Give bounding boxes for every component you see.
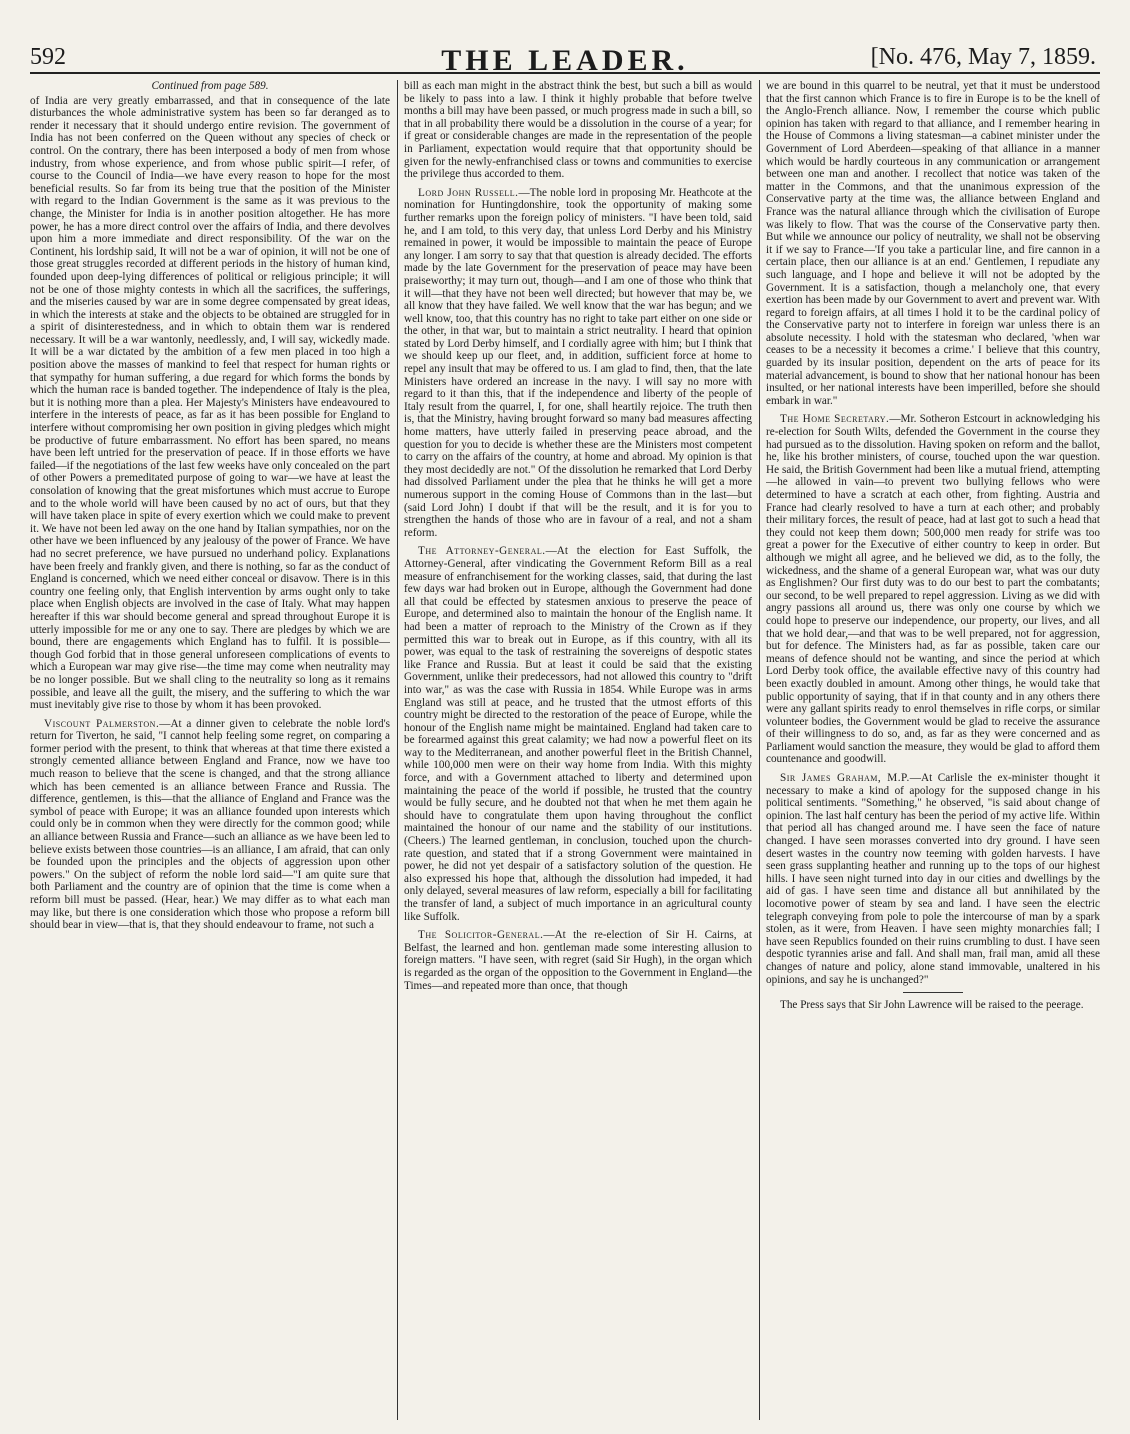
column-2 [404, 80, 752, 1420]
article-paragraph: we are bound in this quarrel to be neutral, yet that it must be understood that the first cannon which France is to fire in Europe is to be the knell of the Anglo-French alliance. Now, I remember the course which public opinion has taken with regard to that alliance, and I remember hearing in the House of Commons a living statesman—a cabinet minister under the Government of Lord Aberdeen—speaking of that alliance in a manner which would be hardly courteous in any communication or arrangement between one man and another. I recollect that notice was taken of the matter in the Commons, and that the unanimous expression of the Conservative party at the time was, the alliance between England and France was the natural alliance through which the civilisation of Europe was likely to flow. That was the course of the Conservative party then. But while we announce our policy of neutrality, we shall not be observing it if we say to France—'If you take a particular line, and fire cannon in a certain place, then our alliance is at an end.' Gentlemen, I repudiate any such language, and I hope and believe it will not be adopted by the Government. It is a satisfaction, though a melancholy one, that every exertion has been made by our Government to avert and prevent war. With regard to foreign affairs, at all times I hold it to be the cardinal policy of the Conservative party not to interfere in foreign war unless there is an absolute necessity. I hold with the statesman who declared, 'when war ceases to be a necessity it becomes a crime.' I believe that this country, guarded by its insular position, dependent on the arts of peace for its material advancement, is bound to show that her national honour has been insulted, or her national interests have been imperilled, before she should embark in war." [766, 80, 1100, 407]
newspaper-title: THE LEADER. [441, 44, 689, 77]
section-divider [903, 992, 963, 993]
article-paragraph [404, 545, 752, 923]
paragraph-text: —Mr. Sotheron Estcourt in acknowledging his re-election for South Wilts, defended the Government in the course they had pursued as to the dissolution. Having spoken on reform and the ballot, he, like his brother ministers, of course, touched upon the war question. He said, the British Government had been like a mutual friend, attempting—he allowed in vain—to prevent two bullying fellows who were determined to have a scratch at each other, from fighting. Austria and France had clearly resolved to have a turn at each other; and probably their military forces, the result of peace, had at last got to such a head that they could not keep them down; 500,000 men ready for strife was too great a power for the Executive of either country to keep in order. But although we might all agree, and he believed we did, as to the folly, the wickedness, and the shame of a general European war, what was our duty as Englishmen? Our first duty was to do our best to part the combatants; our second, to be well prepared to repel aggression. Living as we did with angry passions all around us, there was only one course by which we could hope to preserve our independence, our property, our lives, and all that we hold dear,—and that was to be well prepared, not for aggression, but for defence. The Ministers had, as far as possible, taken care our means of defence should not be wanting, and since the period at which Lord Derby took office, the available effective navy of this country had been exactly doubled in amount. Among other things, he would take that public opportunity of saying, that if in that county and in any others there were any gallant spirits ready to enrol themselves in rifle corps, or similar volunteer bodies, the Government would be glad to receive the assurance of their willingness to do so, and, as far as they were concerned and as Parliament would sanction the measure, they would be glad to afford them countenance and goodwill. [766, 413, 1100, 766]
continued-note: Continued from page 589. [151, 80, 269, 92]
paragraph-text: —At the re-election of Sir H. Cairns, at Belfast, the learned and hon. gentleman made some interesting allusion to foreign matters. "I have seen, with regret (said Sir Hugh), in the organ which is regarded as the organ of the opposition to the Government in England—the Times—and repeated more than once, that though [404, 929, 752, 992]
paragraph-heading: The Home Secretary. [780, 413, 890, 426]
column-3 [766, 80, 1100, 1420]
paragraph-text: —At the election for East Suffolk, the Attorney-General, after vindicating the Government Reform Bill as a real measure of enfranchisement for the working classes, said, that during the last few days war had broken out in Europe, although the Government had done all that could be effected by statesmen anxious to preserve the peace of Europe, and determined also to maintain the honour of the English name. It had been a matter of reproach to the Ministry of the Crown as if they permitted this war to break out in Europe, as if this country, with all its power, was equal to the task of restraining the sovereigns of despotic states like France and Russia. But at least it could be said that the existing Government, unlike their predecessors, had not allowed this country to "drift into war," as was the case with Russia in 1854. While Europe was in arms England was still at peace, and he trusted that the utmost efforts of this country might be directed to the restoration of the peace of Europe, while the honour of the English name might be maintained. England had taken care to be forearmed against this great calamity; we had now a powerful fleet on its way to the Mediterranean, and another powerful fleet in the British Channel, while 100,000 men were on their way home from India. With this mighty force, and with a Government attached to liberty and determined upon maintaining the peace of the world if possible, he trusted that the country would be fully secure, and he doubted not that when he met them again he should have to congratulate them upon having throughout the conflict maintained the honour of our name and the stability of our institutions. (Cheers.) The learned gentleman, in conclusion, touched upon the church-rate question, and stated that if a strong Government were maintained in power, he did not yet despair of a satisfactory solution of the question. He also expressed his hope that, although the dissolution had impeded, it had only delayed, several measures of law reform, especially a bill for facilitating the transfer of land, a subject of much importance in an agricultural county like Suffolk. [404, 545, 752, 923]
masthead [30, 44, 1100, 84]
article-paragraph [404, 929, 752, 992]
column-divider [759, 80, 760, 1420]
header-rule [30, 72, 1100, 74]
article-paragraph [404, 187, 752, 540]
paragraph-text: —At Carlisle the ex-minister thought it necessary to make a kind of apology for the supposed change in his political sentiments. "Something," he observed, "is said about change of opinion. The last half century has been the period of my active life. Within that period all has changed around me. I have seen the face of nature changed. I have seen morasses converted into dry ground. I have seen desert wastes in the country now teeming with golden harvests. I have seen grass supplanting heather and running up to the tops of our highest hills. I have seen night turned into day in our cities and dwellings by the aid of gas. I have seen time and distance all but annihilated by the locomotive power of steam by sea and land. I have seen the electric telegraph conveying from pole to pole the intercourse of man by a spark stolen, as it were, from Heaven. I have seen mighty monarchies fall; I have seen Republics founded on their ruins crumbling to dust. I have seen despotic tyrannies arise and fall. And shall man, frail man, amid all these changes of nature and policy, alone stand immovable, unaltered in his opinions, and say he is unchanged?" [766, 772, 1100, 986]
paragraph-heading: The Solicitor-General. [418, 929, 544, 942]
issue-info: [No. 476, May 7, 1859. [870, 44, 1096, 70]
article-paragraph: The Press says that Sir John Lawrence will be raised to the peerage. [780, 999, 1084, 1012]
paragraph-text: —At a dinner given to celebrate the noble lord's return for Tiverton, he said, "I cannot help feeling some regret, on comparing a former period with the present, to think that whereas at that time there existed a strongly cemented alliance between England and France, now we have too much reason to believe that the scene is changed, and that the strong alliance which has been cemented is an alliance between France and Russia. The difference, gentlemen, is this—that the alliance of England and France was the symbol of peace with Europe; it was an alliance founded upon interests which could only be in common when they were directly for the common good; while an alliance between Russia and France—such an alliance as we have been led to believe exists between those countries—is an alliance, I am afraid, that can only be founded upon the principles and the objects of aggression upon other powers." On the subject of reform the noble lord said—"I am quite sure that both Parliament and the country are of opinion that the time is come when a reform bill must be passed. (Hear, hear.) We may differ as to what each man may like, but there is one consideration which those who propose a reform bill should bear in view—that is, that they should endeavour to frame, not such a [30, 717, 390, 932]
column-divider [397, 80, 398, 1420]
paragraph-heading: Sir James Graham, M.P. [780, 772, 910, 785]
article-paragraph [30, 718, 390, 932]
page-number: 592 [30, 44, 66, 70]
paragraph-text: —The noble lord in proposing Mr. Heathcote at the nomination for Huntingdonshire, took the opportunity of making some further remarks upon the foreign policy of ministers. "I have been told, said he, and I am told, to this very day, that unless Lord Derby and his Ministry remained in power, it would be impossible to maintain the peace of Europe any longer. I am sorry to say that that question is already decided. The efforts made by the late Government for the preservation of peace may have been praiseworthy; it may turn out, though—and I am one of those who think that it will—that they have not been well directed; but however that may be, we all know that they have failed. We well know that the war has begun; and we well know, too, that this country has no right to take part either on one side or the other, in that war, but to maintain a strict neutrality. I heard that opinion stated by Lord Derby himself, and I cordially agree with him; but I think that we should keep up our fleet, and, in addition, sufficient force at home to repel any insult that may be offered to us. I am glad to find, then, that the late Ministers have ordered an increase in the navy. I will say no more with regard to it than this, that if the independence and liberty of the people of Italy result from the quarrel, I, for one, shall heartily rejoice. The truth then is, that the Ministry, having brought forward so many bad measures affecting home matters, have utterly failed in preserving peace abroad, and the question for you to decide is whether these are the Ministers most competent to carry on the affairs of the country, at home and abroad. My opinion is that they most decidedly are not." Of the dissolution he remarked that Lord Derby had dissolved Parliament under the plea that he thinks he will get a more numerous support in the coming House of Commons than in the last—but (said Lord John) I doubt if that will be the result, and it is for you to strengthen the hands of those who are in favour of a real, and not a sham reform. [404, 186, 752, 539]
article-paragraph [766, 772, 1100, 986]
paragraph-heading: Viscount Palmerston. [44, 717, 160, 730]
article-paragraph: of India are very greatly embarrassed, and that in consequence of the late disturbances the whole administrative system has been so far deranged as to render it necessary that it should undergo entire revision. The government of India has not been conferred on the Queen without any species of check or control. On the contrary, there has been interposed a body of men from whose industry, from whose experience, and from whose public spirit—I refer, of course to the Council of India—we have every reason to hope for the most beneficial results. So far from its being true that the position of the Minister with regard to the Indian Government is the same as it was previous to the change, the Minister for India is in another position altogether. He has more power, he has a more direct control over the affairs of India, and there devolves upon him a more immediate and direct responsibility. Of the war on the Continent, his lordship said, It will not be a war of opinion, it will not be one of those great struggles recorded at different periods in the history of human kind, founded upon deep-lying differences of political or religious principle; it will not be one of those mighty contests in which all the sacrifices, the sufferings, and the miseries caused by war are in some degree compensated by great ideas, in which the interests at stake and the objects to be obtained are struggled for in a spirit of disinterestedness, and in which to obtain them war is rendered necessary. It will be a war wantonly, needlessly, and, I will say, wickedly made. It will be a war dictated by the ambition of a few men placed in too high a position above the masses of mankind to feel that respect for human rights or that sympathy for human suffering, a due regard for which forms the bonds by which the human race is banded together. The independence of Italy is the plea, but it is nothing more than a plea. Her Majesty's Ministers have endeavoured to interfere in the interests of peace, as far as it has been possible for England to interfere without compromising her own position in giving pledges which might be productive of future embarrassment. No effort has been spared, no means have been left untried for the preservation of peace. If in those efforts we have failed—if the negotiations of the last few weeks have only concealed on the part of other Powers a premeditated purpose of going to war—we have at least the consolation of knowing that the great misfortunes which must accrue to Europe and to the whole world will have been caused by no act of ours, but that they will have taken place in spite of every exertion which we could make to prevent it. We have not been led away on the one hand by Italian sympathies, nor on the other have we been influenced by any jealousy of the power of France. We have had no secret preference, we have pursued no underhand policy. Explanations have been freely and frankly given, and there is nothing, so far as the conduct of England is concerned, which we need either conceal or disavow. There is in this country one feeling only, that English intervention by arms ought only to take place when English objects are involved in the case of Italy. What may happen hereafter if this war should become general and spread throughout Europe it is utterly impossible for me or any one to say. There are pledges by which we are bound, there are engagements which England has to fulfil. It is possible—though God forbid that in those general unforeseen complications of events to which a European war may give rise—the time may come when neutrality may be no longer possible. But we shall cling to the neutrality so long as it remains possible, and leave all the guilt, the misery, and the suffering to which the war must inevitably give rise to those by whom it has been provoked. [30, 94, 390, 712]
article-paragraph: bill as each man might in the abstract think the best, but such a bill as would be likely to pass into a law. I think it highly probable that before twelve months a bill may have been passed, or much progress made in such a bill, so that in all probability there would be a dissolution in the course of a year; for if great or considerable changes are made in the representation of the people in Parliament, expectation would require that that opportunity should be given for the newly-enfranchised class or towns and communities to exercise the privilege thus accorded to them. [404, 80, 752, 181]
paragraph-heading: Lord John Russell. [418, 186, 519, 199]
column-1 [30, 80, 390, 1420]
article-paragraph [766, 413, 1100, 766]
paragraph-heading: The Attorney-General. [418, 545, 546, 558]
